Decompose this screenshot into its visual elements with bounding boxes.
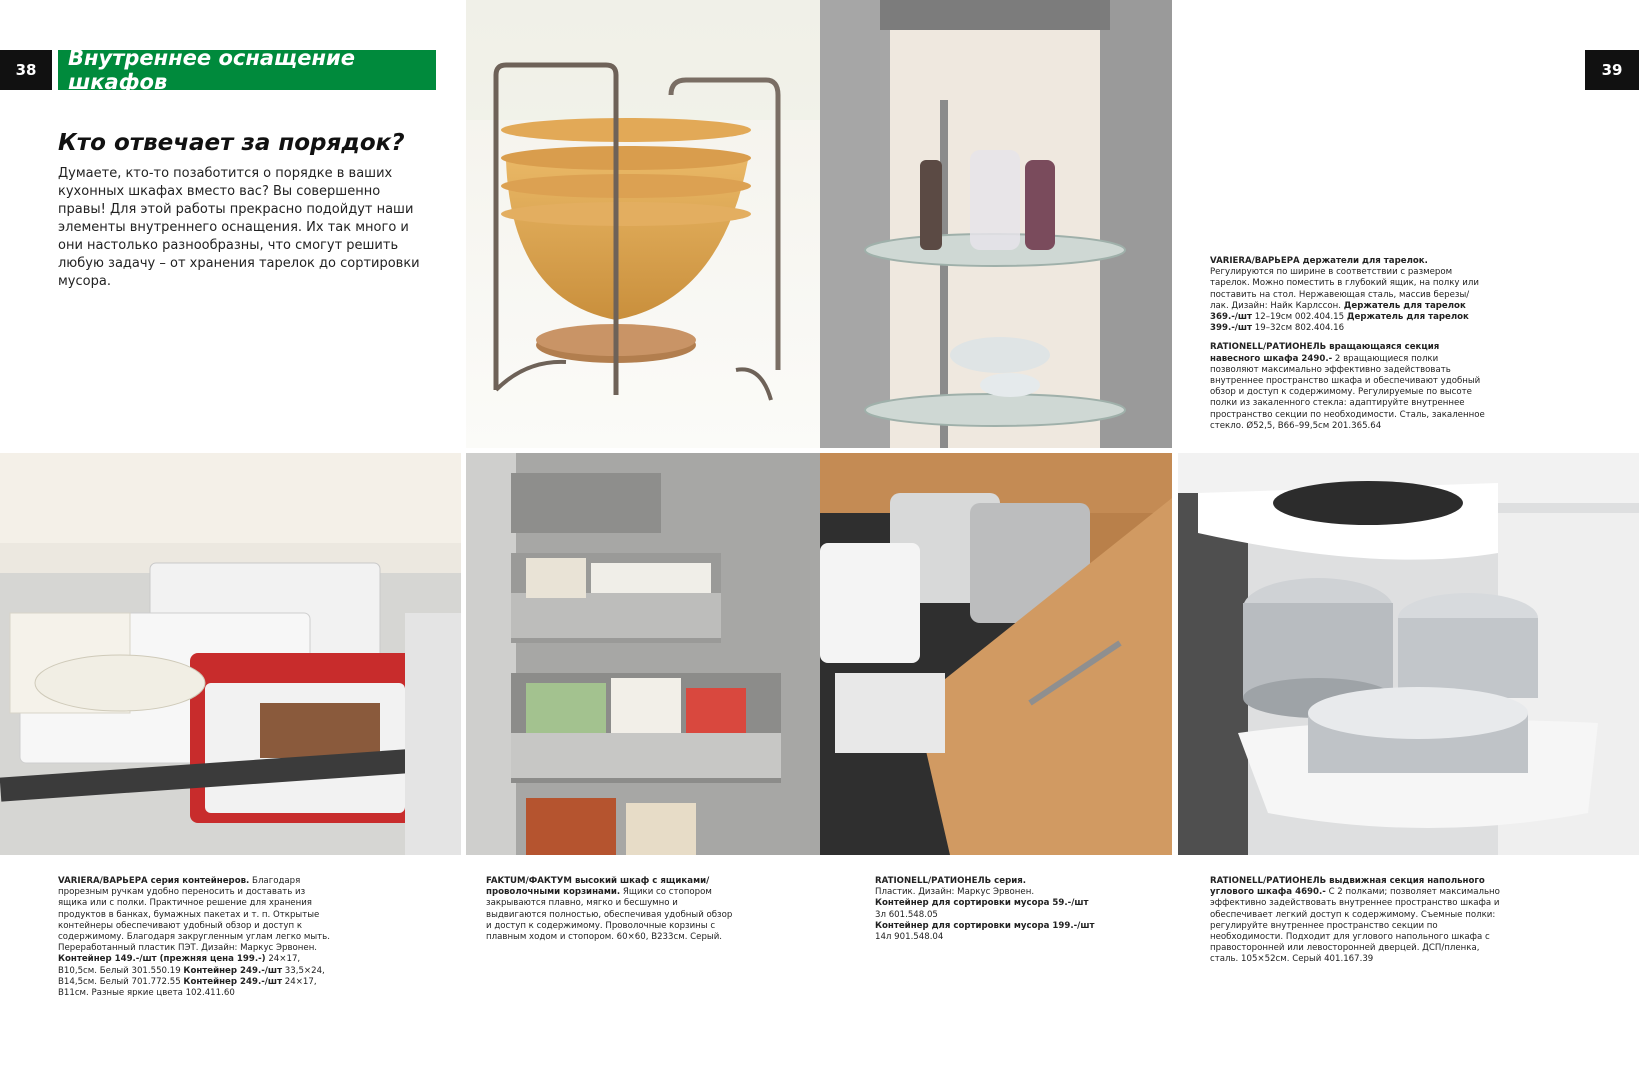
caption-title: RATIONELL/РАТИОНЕЛЬ вращающаяся секция навесного шкафа 2490.- [1210, 342, 1440, 364]
caption-item-price: Держатель для тарелок 399.-/шт [1210, 312, 1469, 334]
caption-item-code: 102.411.60 [185, 988, 235, 999]
caption-item-price: Контейнер для сортировки мусора 199.-/шт [875, 920, 1095, 931]
caption-item-size: 24×17, В10,5см. Белый 301.550.19 [58, 954, 301, 976]
caption-body: Регулируются по ширине в соответствии с размером тарелок. Можно поместить в глубокий ящик, на полку или поставить на стол. Нержавеющая сталь, массив березы/лак. Дизайн: Найк Карлссон. [1210, 267, 1479, 311]
caption-rationell-corner [1210, 876, 1500, 966]
photo-plate-holder [466, 0, 820, 448]
caption-body: Пластик. Дизайн: Маркус Эрвонен. [875, 887, 1035, 898]
caption-body: С 2 полками; позволяет максимально эффективно задействовать внутреннее пространство шкафа и обеспечивает легкий доступ к содержимому. Съемные полки: регулируйте внутреннее пространство секции по необходимости. Подходит для углового напольного шкафа с правосторонней или левосторонней дверцей. ДСП/пленка, сталь. 105×52см. Серый 401.167.39 [1210, 887, 1500, 965]
caption-body: 2 вращающиеся полки позволяют максимально эффективно задействовать внутреннее пространство шкафа и обеспечивают удобный обзор и доступ к содержимому. Регулируемые по высоте полки из закаленного стекла: адаптируйте внутреннее пространство секции по необходимости. Сталь, закаленное стекло. Ø52,5, В66–99,5см [1210, 353, 1485, 431]
section-title: Внутреннее оснащение шкафов [58, 50, 436, 90]
caption-item-price: Контейнер для сортировки мусора 59.-/шт [875, 898, 1089, 909]
caption-title: FAKTUM/ФАКТУМ высокий шкаф с ящиками/ проволочными корзинами. [486, 876, 710, 898]
caption-item-size: 12–19см [1254, 312, 1293, 323]
photo-rotating-shelf [820, 0, 1172, 448]
caption-item-size: 24×17, В11см. Разные яркие цвета [58, 976, 317, 999]
caption-variera-containers [58, 876, 333, 999]
caption-item-size: 19–32см [1254, 323, 1293, 334]
caption-item-code: 802.404.16 [1294, 323, 1345, 334]
photo-containers [0, 453, 461, 855]
caption-title: VARIERA/ВАРЬЕРА держатели для тарелок. [1210, 256, 1428, 266]
intro-text: Думаете, кто-то позаботится о порядке в ваших кухонных шкафах вместо вас? Вы совершенно правы! Для этой работы прекрасно подойдут наши элементы внутреннего оснащения. Их так много и они настолько разнообразны, что смогут решить любую задачу – от хранения тарелок до сортировки мусора. [58, 166, 420, 289]
caption-item-price: Контейнер 149.-/шт (прежняя цена 199.-) [58, 954, 266, 965]
page-number-right: 39 [1585, 50, 1639, 90]
caption-faktum [486, 876, 736, 943]
caption-title: RATIONELL/РАТИОНЕЛЬ серия. [875, 876, 1027, 886]
caption-item-price: Контейнер 249.-/шт [183, 976, 283, 987]
caption-rationell-series [875, 876, 1125, 943]
caption-item-code: 201.365.64 [1332, 420, 1382, 431]
caption-item-size: 14л 901.548.04 [875, 932, 944, 943]
caption-item-price: Держатель для тарелок 369.-/шт [1210, 300, 1466, 323]
caption-title: RATIONELL/РАТИОНЕЛЬ выдвижная секция напольного углового шкафа 4690.- [1210, 876, 1485, 898]
caption-item-code: 002.404.15 [1294, 312, 1345, 323]
photo-waste-sorting [820, 453, 1172, 855]
caption-body: Ящики со стопором закрываются плавно, мягко и бесшумно и выдвигаются полностью, обеспечивая удобный обзор и доступ к содержимому. Проволочные корзины с плавным ходом и стопором. 60×60, В233см. Серый. [486, 887, 733, 943]
photo-faktum-drawers [466, 453, 820, 855]
photo-corner-pullout [1178, 453, 1639, 855]
caption-body: Благодаря прорезным ручкам удобно переносить и доставать из ящика или с полки. Практичное решение для хранения продуктов в банках, бумажных пакетах и т. п. Открытые контейнеры обеспечивают удобный обзор и доступ к содержимому. Благодаря закругленным углам легко мыть. Переработанный пластик ПЭТ. Дизайн: Маркус Эрвонен. [58, 876, 330, 954]
caption-variera-plates [1210, 256, 1485, 432]
caption-title: VARIERA/ВАРЬЕРА серия контейнеров. [58, 876, 250, 886]
caption-item-size: 33,5×24, В14,5см. Белый 701.772.55 [58, 965, 325, 987]
caption-item-size: 3л 601.548.05 [875, 909, 938, 920]
caption-item-price: Контейнер 249.-/шт [183, 965, 283, 976]
page-number-left: 38 [0, 50, 52, 90]
page-headline: Кто отвечает за порядок? [58, 130, 405, 156]
